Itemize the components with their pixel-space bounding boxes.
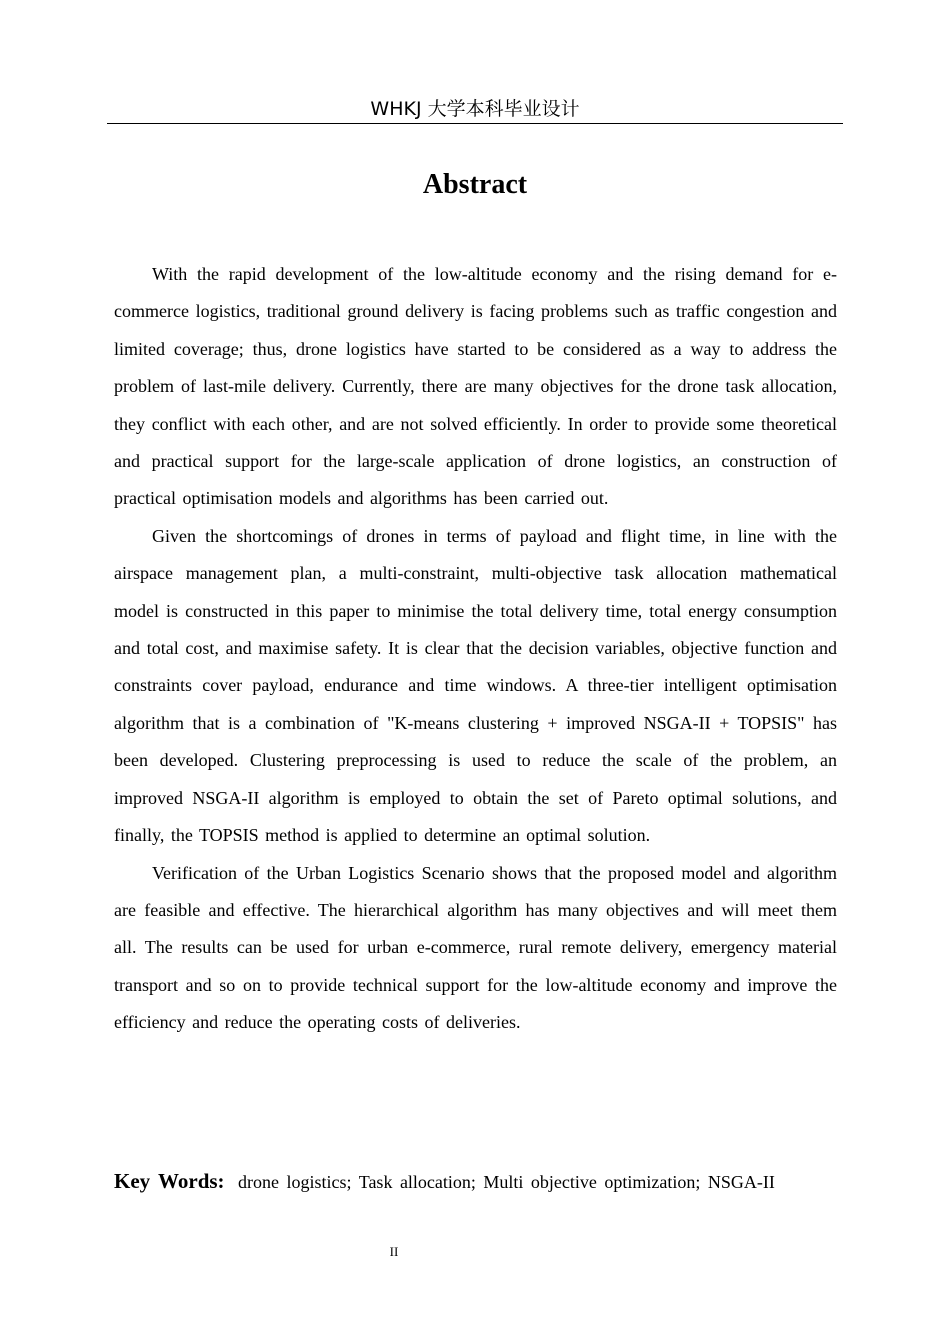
abstract-paragraph-2: Given the shortcomings of drones in terms of payload and flight time, in line with the airspace management plan, a multi-constraint, multi-objective task allocation mathematical model is constructed in this paper to minimise the total delivery time, total energy consumption and total cost, and maximise safety. It is clear that the decision variables, objective function and constraints cover payload, endurance and time windows. A three-tier intelligent optimisation algorithm that is a combination of "K-means clustering + improved NSGA-II + TOPSIS" has been developed. Clustering preprocessing is used to reduce the scale of the problem, an improved NSGA-II algorithm is employed to obtain the set of Pareto optimal solutions, and finally, the TOPSIS method is applied to determine an optimal solution. [114, 525, 837, 846]
keywords-label: Key Words: [114, 1169, 225, 1193]
keywords-text: drone logistics; Task allocation; Multi objective optimization; NSGA-II [238, 1172, 775, 1192]
abstract-body [114, 256, 837, 1042]
keywords [114, 1163, 837, 1201]
abstract-paragraph-1: With the rapid development of the low-altitude economy and the rising demand for e-commerce logistics, traditional ground delivery is facing problems such as traffic congestion and limited coverage; thus, drone logistics have started to be considered as a way to address the problem of last-mile delivery. Currently, there are many objectives for the drone task allocation, they conflict with each other, and are not solved efficiently. In order to provide some theoretical and practical support for the large-scale application of drone logistics, an construction of practical optimisation models and algorithms has been carried out. [114, 264, 837, 509]
abstract-paragraph-3: Verification of the Urban Logistics Scenario shows that the proposed model and algorithm are feasible and effective. The hierarchical algorithm has many objectives and will meet them all. The results can be used for urban e-commerce, rural remote delivery, emergency material transport and so on to provide technical support for the low-altitude economy and improve the efficiency and reduce the operating costs of deliveries. [114, 862, 837, 1033]
page-number: II [389, 1244, 399, 1259]
page-title: Abstract [422, 169, 528, 200]
page-header: WHKJ 大学本科毕业设计 [107, 96, 843, 124]
